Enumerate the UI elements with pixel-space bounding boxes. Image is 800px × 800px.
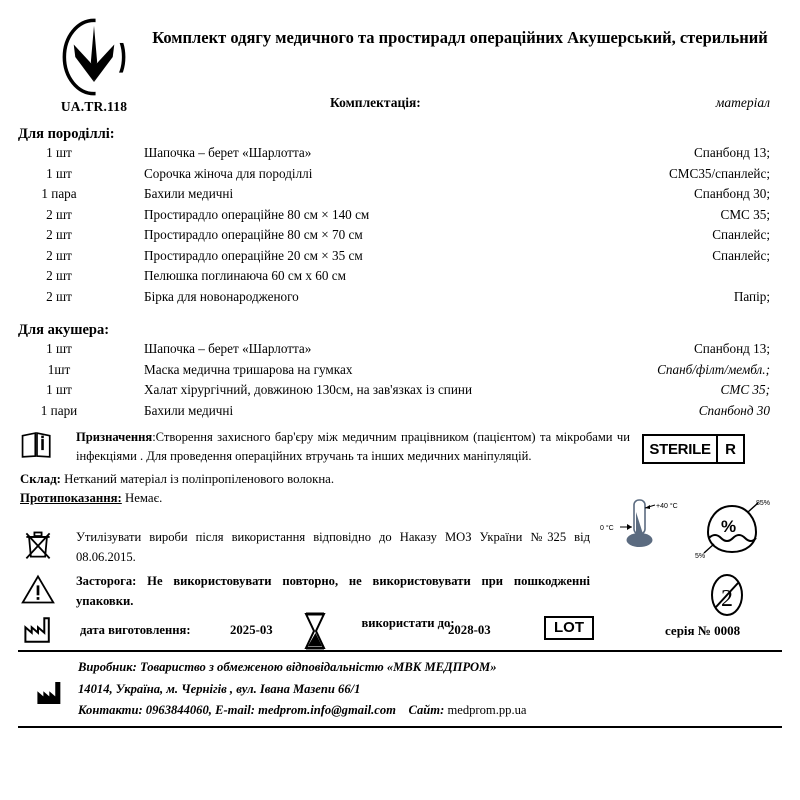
use-by-value: 2028-03 xyxy=(448,623,491,637)
item-quantity: 1 пари xyxy=(40,402,78,418)
item-quantity: 1 шт xyxy=(46,165,72,181)
warning-triangle-icon xyxy=(20,572,56,606)
manufacturer-address-line: 14014, Україна, м. Чернігів , вул. Івана Мазепи 66/1 xyxy=(78,681,361,696)
section-for-mother xyxy=(0,126,800,309)
item-material: Спанбонд 30; xyxy=(694,186,770,201)
list-item xyxy=(0,207,800,228)
series-number: серія № 0008 xyxy=(665,623,741,638)
item-quantity: 2 шт xyxy=(46,268,72,283)
list-item xyxy=(0,145,800,166)
item-material: СМС35/спанлейс; xyxy=(669,165,770,181)
warning-text xyxy=(76,572,590,611)
item-quantity: 1 шт xyxy=(46,382,72,397)
manufacturer-name-line: Виробник: Товариство з обмеженою відповідальністю «МВК МЕДПРОМ» xyxy=(78,660,497,674)
list-item xyxy=(0,289,800,310)
disposal-text: Утилізувати вироби після використання відповідно до Наказу МОЗ України №325 від 08.06.2015. xyxy=(76,530,590,564)
item-description: Маска медична тришарова на гумках xyxy=(144,361,353,377)
purpose-label: Призначення xyxy=(76,430,153,444)
section-for-obstetrician xyxy=(0,322,800,423)
item-material: СМС 35; xyxy=(720,206,770,222)
temperature-max-label: +40 °C xyxy=(656,503,678,510)
item-material: Спанб/філт/мембл.; xyxy=(657,361,770,377)
manufacturer-contacts-line xyxy=(78,700,800,722)
item-quantity: 1 пара xyxy=(41,186,77,201)
sterile-radiation-icon xyxy=(642,434,745,464)
label-header xyxy=(0,0,800,122)
composition-label: Склад: xyxy=(20,472,61,487)
item-material: Спанлейс; xyxy=(712,227,770,242)
item-description: Халат хірургічний, довжиною 130см, на зав'язках із спини xyxy=(144,382,473,397)
item-quantity: 1шт xyxy=(47,361,71,377)
conformity-code: UA.TR.118 xyxy=(60,99,128,114)
item-description: Сорочка жіноча для породіллі xyxy=(144,165,313,181)
website-url: medprom.pp.ua xyxy=(447,703,527,718)
disposal-notice xyxy=(0,528,800,567)
item-quantity: 2 шт xyxy=(46,206,72,222)
list-item xyxy=(0,382,800,403)
manufacturer-lines xyxy=(78,655,800,722)
notice-row xyxy=(0,572,800,611)
composition-value: Нетканий матеріал із поліпропіленового волокна. xyxy=(60,472,335,487)
use-by-hourglass-icon xyxy=(303,612,327,650)
column-header-contents: Комплектація: xyxy=(330,95,421,110)
manufacturer-block xyxy=(0,655,800,722)
conformity-logo-block xyxy=(38,16,150,115)
purpose-text xyxy=(76,428,630,466)
item-material: Спанбонд 13; xyxy=(694,341,770,356)
list-item xyxy=(0,227,800,248)
item-material: Папір; xyxy=(733,288,770,304)
item-quantity: 1 шт xyxy=(46,145,72,160)
contraindications-value: Немає. xyxy=(121,491,163,506)
use-by-label: використати до: xyxy=(361,616,455,630)
manufacturer-factory-icon xyxy=(34,679,68,707)
list-item xyxy=(0,166,800,187)
humidity-min-label: 5% xyxy=(695,553,706,560)
item-description: Бахили медичні xyxy=(144,402,234,418)
warning-label: Засторога: xyxy=(76,574,137,588)
no-reuse-glyph: 2 xyxy=(721,586,733,612)
humidity-max-label: 85% xyxy=(756,500,770,507)
lot-box: LOT xyxy=(544,616,594,640)
list-item xyxy=(0,403,800,424)
contraindications-label: Протипоказання: xyxy=(20,491,122,506)
item-list xyxy=(0,145,800,309)
contacts-text: Контакти: 0963844060, E-mail: medprom.info@gmail.com xyxy=(78,703,396,718)
list-item xyxy=(0,341,800,362)
warning-notice xyxy=(0,572,800,611)
sterile-label: STERILE xyxy=(649,440,711,458)
item-material: Спанбонд 30 xyxy=(698,402,770,418)
item-description: Бірка для новонародженого xyxy=(144,288,299,304)
item-description: Простирадло операційне 80 см × 140 см xyxy=(144,206,370,222)
manufacture-date-value: 2025-03 xyxy=(230,623,273,637)
column-header-material: матеріал xyxy=(715,95,770,110)
purpose-body: :Створення захисного бар'єру між медичним працівником (пацієнтом) та мікробами чи інфекціями . Для проведення операційних втручань та інших медичних маніпуляцій. xyxy=(76,430,630,464)
item-description: Шапочка – берет «Шарлотта» xyxy=(144,341,312,356)
consult-instructions-for-use-icon xyxy=(20,430,54,460)
item-list xyxy=(0,341,800,423)
temperature-min-label: 0 °C xyxy=(600,525,614,532)
page-title: Комплект одягу медичного та простирадл операційних Акушерський, стерильний xyxy=(152,28,768,47)
dates-row xyxy=(0,612,800,652)
warning-body: Не використовувати повторно, не використовувати при пошкодженні упаковки. xyxy=(76,574,590,608)
manufacture-date-label: дата виготовлення: xyxy=(80,623,191,637)
item-quantity: 1 шт xyxy=(46,341,72,356)
divider-bottom xyxy=(18,726,782,728)
divider-top xyxy=(18,650,782,652)
item-material: Спанлейс; xyxy=(712,247,770,263)
website-label: Сайт: xyxy=(408,703,445,718)
item-quantity: 2 шт xyxy=(46,227,72,242)
list-item xyxy=(0,268,800,289)
sterilization-method-label: R xyxy=(725,440,736,458)
notice-row xyxy=(0,528,800,567)
crossed-out-wheelie-bin-icon xyxy=(20,528,56,562)
item-description: Простирадло операційне 20 см × 35 см xyxy=(144,247,363,263)
list-item xyxy=(0,186,800,207)
item-description: Шапочка – берет «Шарлотта» xyxy=(144,145,312,160)
item-quantity: 2 шт xyxy=(46,247,72,263)
list-item xyxy=(0,248,800,269)
manufacture-date-factory-icon xyxy=(20,614,56,646)
item-description: Бахили медичні xyxy=(144,186,234,201)
item-material: СМС 35; xyxy=(720,382,770,397)
list-item xyxy=(0,362,800,383)
ukraine-conformity-mark-icon xyxy=(55,16,133,98)
section-title: Для акушера: xyxy=(18,322,110,338)
item-description: Пелюшка поглинаюча 60 см х 60 см xyxy=(144,268,346,283)
item-description: Простирадло операційне 80 см × 70 см xyxy=(144,227,363,242)
composition-line xyxy=(20,470,800,489)
item-material: Спанбонд 13; xyxy=(694,145,770,160)
humidity-percent-glyph: % xyxy=(721,517,737,536)
section-title: Для породіллі: xyxy=(18,126,115,142)
item-quantity: 2 шт xyxy=(46,288,72,304)
